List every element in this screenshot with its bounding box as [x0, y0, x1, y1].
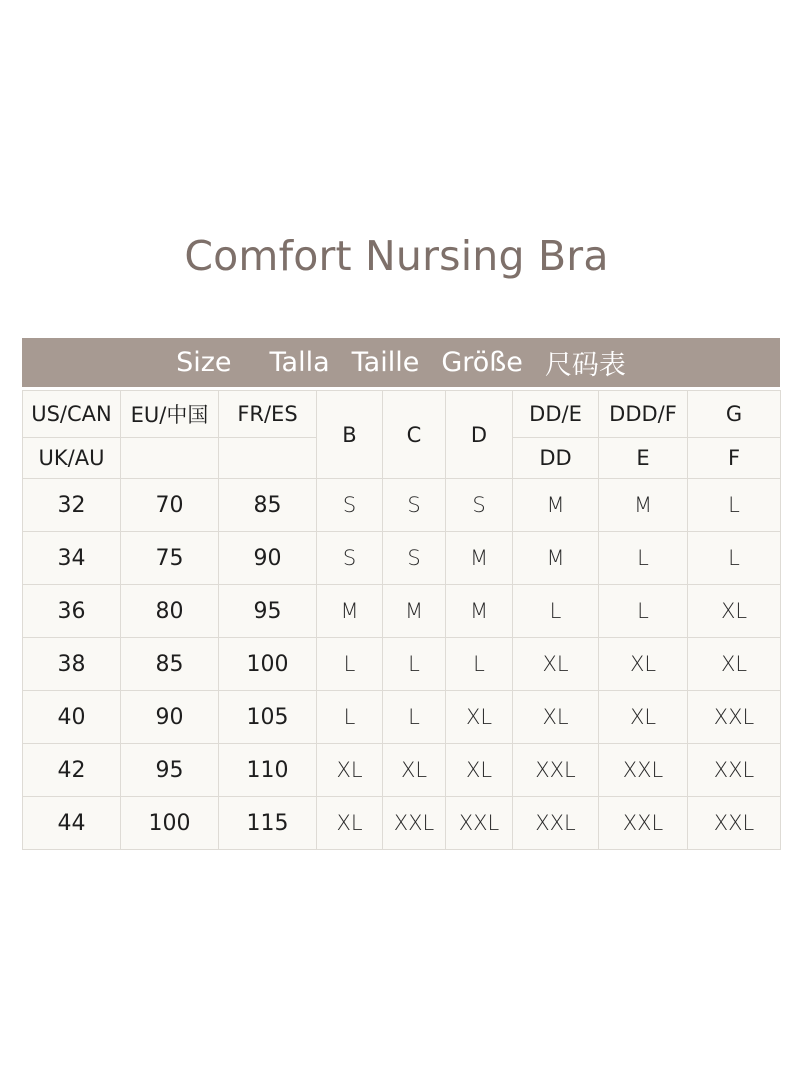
cell-us-band: 40 [23, 691, 121, 744]
cell-size-ddd-f: L [599, 585, 688, 638]
cell-fr-band: 105 [219, 691, 317, 744]
cell-size-c: S [383, 479, 446, 532]
cell-size-dd-e: XXL [513, 797, 599, 850]
cell-eu-band: 90 [121, 691, 219, 744]
header-cell-us-can: US/CAN [23, 391, 121, 438]
cell-us-band: 32 [23, 479, 121, 532]
cell-size-ddd-f: XXL [599, 744, 688, 797]
cell-size-d: L [446, 638, 513, 691]
cell-size-g: XL [688, 585, 781, 638]
cell-size-dd-e: XXL [513, 744, 599, 797]
band-word-taille: Taille [351, 347, 420, 378]
cell-eu-band: 80 [121, 585, 219, 638]
cell-us-band: 42 [23, 744, 121, 797]
cell-eu-band: 95 [121, 744, 219, 797]
cell-size-b: L [317, 638, 383, 691]
header-cell-uk-au: UK/AU [23, 438, 121, 479]
cell-fr-band: 100 [219, 638, 317, 691]
cell-size-dd-e: L [513, 585, 599, 638]
cell-size-b: XL [317, 744, 383, 797]
cell-size-g: XXL [688, 691, 781, 744]
cell-size-dd-e: M [513, 479, 599, 532]
header-cell-empty [121, 438, 219, 479]
header-cell-eu-cn: EU/中国 [121, 391, 219, 438]
band-word-size: Size [176, 347, 232, 378]
cell-size-c: XL [383, 744, 446, 797]
table-row [23, 638, 781, 691]
cell-size-d: S [446, 479, 513, 532]
band-word-chinese: 尺码表 [544, 350, 626, 381]
cell-size-d: XXL [446, 797, 513, 850]
cell-size-dd-e: XL [513, 638, 599, 691]
cell-us-band: 38 [23, 638, 121, 691]
cell-fr-band: 95 [219, 585, 317, 638]
cell-size-d: XL [446, 691, 513, 744]
cell-fr-band: 110 [219, 744, 317, 797]
cell-eu-band: 70 [121, 479, 219, 532]
cell-size-b: M [317, 585, 383, 638]
cell-fr-band: 115 [219, 797, 317, 850]
cell-size-c: L [383, 638, 446, 691]
header-cell-fr-es: FR/ES [219, 391, 317, 438]
table-row [23, 691, 781, 744]
header-cell-cup-e: E [599, 438, 688, 479]
cell-size-c: M [383, 585, 446, 638]
table-row [23, 585, 781, 638]
cell-size-ddd-f: XL [599, 638, 688, 691]
band-word-groesse: Größe [441, 347, 523, 378]
header-cell-cup-f: F [688, 438, 781, 479]
size-chart-table [22, 390, 781, 850]
cell-eu-band: 85 [121, 638, 219, 691]
cell-size-ddd-f: XXL [599, 797, 688, 850]
cell-size-c: L [383, 691, 446, 744]
header-cell-empty [219, 438, 317, 479]
size-label-band [22, 338, 780, 387]
cell-size-d: M [446, 585, 513, 638]
cell-fr-band: 90 [219, 532, 317, 585]
cell-eu-band: 75 [121, 532, 219, 585]
cell-size-b: S [317, 532, 383, 585]
header-cell-cup-ddd-f: DDD/F [599, 391, 688, 438]
cell-size-dd-e: M [513, 532, 599, 585]
header-cell-cup-c: C [383, 391, 446, 479]
header-row-1 [23, 391, 781, 438]
cell-us-band: 44 [23, 797, 121, 850]
cell-size-c: S [383, 532, 446, 585]
cell-us-band: 34 [23, 532, 121, 585]
band-word-talla: Talla [269, 347, 330, 378]
table-row [23, 479, 781, 532]
header-cell-cup-g: G [688, 391, 781, 438]
cell-size-ddd-f: M [599, 479, 688, 532]
cell-size-d: XL [446, 744, 513, 797]
cell-size-g: XXL [688, 797, 781, 850]
cell-eu-band: 100 [121, 797, 219, 850]
cell-us-band: 36 [23, 585, 121, 638]
header-cell-cup-d: D [446, 391, 513, 479]
table-row [23, 744, 781, 797]
cell-size-d: M [446, 532, 513, 585]
cell-size-c: XXL [383, 797, 446, 850]
table-row [23, 797, 781, 850]
cell-size-b: L [317, 691, 383, 744]
header-cell-cup-dd: DD [513, 438, 599, 479]
page-title: Comfort Nursing Bra [184, 232, 609, 280]
cell-size-g: L [688, 479, 781, 532]
header-cell-cup-dd-e: DD/E [513, 391, 599, 438]
cell-fr-band: 85 [219, 479, 317, 532]
header-cell-cup-b: B [317, 391, 383, 479]
cell-size-b: S [317, 479, 383, 532]
cell-size-g: XXL [688, 744, 781, 797]
cell-size-ddd-f: XL [599, 691, 688, 744]
cell-size-g: XL [688, 638, 781, 691]
cell-size-b: XL [317, 797, 383, 850]
table-row [23, 532, 781, 585]
cell-size-g: L [688, 532, 781, 585]
cell-size-dd-e: XL [513, 691, 599, 744]
cell-size-ddd-f: L [599, 532, 688, 585]
